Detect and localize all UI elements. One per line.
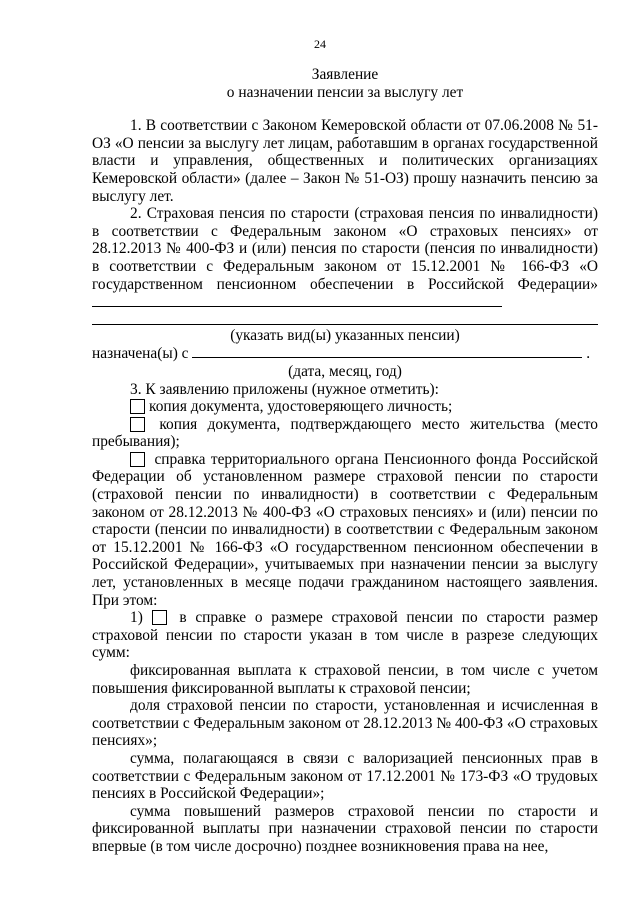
- page-number: 24: [314, 37, 326, 51]
- sum-item-fixed-payment: фиксированная выплата к страховой пенсии, в том числе с учетом повышения фиксированной выплаты к страховой пенсии;: [92, 662, 598, 697]
- sub-item-1: [92, 609, 598, 662]
- pension-type-line-1[interactable]: [92, 293, 502, 307]
- title-line-2: о назначении пенсии за выслугу лет: [226, 83, 464, 101]
- paragraph-2-text: 2. Страховая пенсия по старости (страховая пенсия по инвалидности) в соответствии с Федеральным законом «О страховых пенсиях» от 28.12.2013 № 400-ФЗ и (или) пенсия по старости (пенсия по инвалидности) в соответствии с Федеральным законом от 15.12.2001 № 166-ФЗ «О государственном пенсионном обеспечении в Российской Федерации»: [92, 205, 598, 293]
- paragraph-2: [92, 205, 598, 312]
- assigned-label: назначена(ы) с: [92, 345, 189, 363]
- sum-item-valorization: сумма, полагающаяся в связи с валоризацией пенсионных прав в соответствии с Федеральным законом от 17.12.2001 № 173-ФЗ «О трудовых пенсиях в Российской Федерации»;: [92, 749, 598, 803]
- attachment-1-label: копия документа, удостоверяющего личность;: [149, 398, 453, 416]
- title-line-1: Заявление: [311, 66, 379, 83]
- attachment-3-label: справка территориального органа Пенсионного фонда Российской Федерации об установленном размере страховой пенсии по старости (страховой пенсии по инвалидности) в соответствии с Федеральным законом от 28.12.2013 № 400-ФЗ «О страховых пенсиях» и (или) пенсии по старости (пенсии по инвалидности) в соответствии с Федеральным законом от 15.12.2001 № 166-ФЗ «О государственном пенсионном обеспечении в Российской Федерации», учитываемых при назначении пенсии за выслугу лет, установленных в месяце подачи гражданином настоящего заявления. При этом:: [92, 450, 598, 609]
- date-hint: (дата, месяц, год): [288, 362, 402, 380]
- form-title: [92, 66, 598, 101]
- attachment-2-checkbox[interactable]: [130, 417, 145, 432]
- assigned-date-line[interactable]: [192, 344, 582, 358]
- attachment-2: [92, 416, 598, 451]
- pension-type-line-2[interactable]: [92, 312, 598, 325]
- attachment-3-checkbox[interactable]: [130, 452, 145, 467]
- attachment-1: [92, 398, 598, 416]
- paragraph-1: 1. В соответствии с Законом Кемеровской области от 07.06.2008 № 51-ОЗ «О пенсии за выслугу лет лицам, работавшим в органах государственной власти и управления, общественных и политических организациях Кемеровской области» (далее – Закон № 51-ОЗ) прошу назначить пенсию за выслугу лет.: [92, 117, 598, 205]
- application-form: [92, 66, 598, 856]
- sub-item-1-checkbox[interactable]: [152, 610, 167, 625]
- pension-type-hint: (указать вид(ы) указанных пенсии): [230, 326, 460, 344]
- sum-item-increase: сумма повышений размеров страховой пенсии по старости и фиксированной выплаты при назначении страховой пенсии по старости впервые (в том числе досрочно) позднее возникновения права на нее,: [92, 802, 598, 855]
- paragraph-3-intro: 3. К заявлению приложены (нужное отметить):: [130, 380, 439, 398]
- sub-item-1-number: 1): [130, 609, 143, 627]
- sub-item-1-label: в справке о размере страховой пенсии по старости размер страховой пенсии по старости указан в том числе в разрезе следующих сумм:: [92, 609, 598, 662]
- attachment-2-label: копия документа, подтверждающего место жительства (место пребывания);: [92, 415, 598, 451]
- assigned-row: назначена(ы) с .: [92, 345, 591, 363]
- sum-item-pension-share: доля страховой пенсии по старости, установленная и исчисленная в соответствии с Федеральным законом от 28.12.2013 № 400-ФЗ «О страховых пенсиях»;: [92, 697, 598, 750]
- attachment-1-checkbox[interactable]: [130, 399, 145, 414]
- attachment-3: [92, 451, 598, 609]
